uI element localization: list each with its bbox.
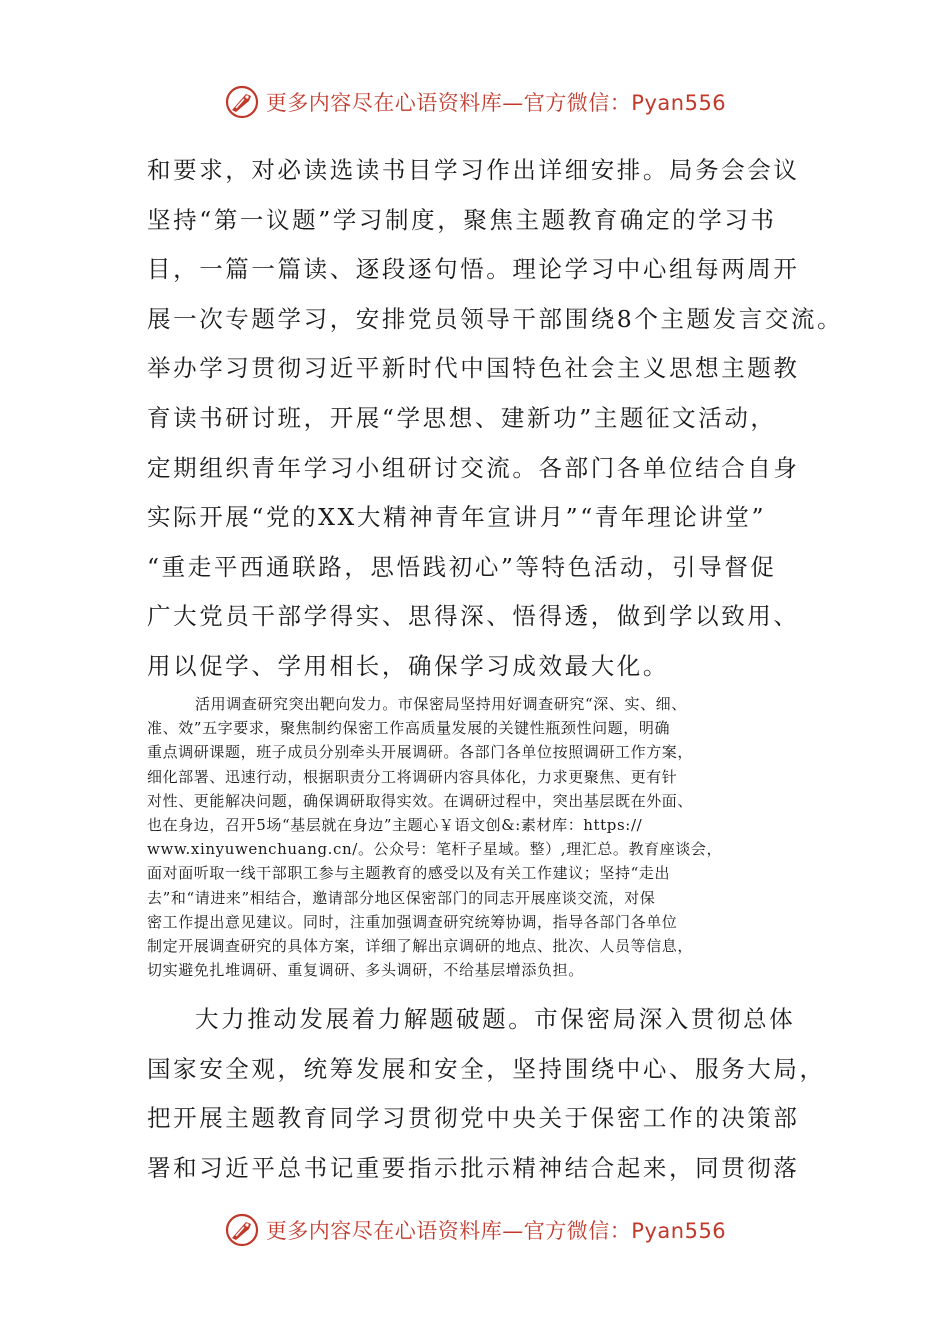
text-line: 对性、更能解决问题，确保调研取得实效。在调研过程中，突出基层既在外面、 bbox=[147, 791, 694, 810]
footer-banner bbox=[0, 1210, 950, 1250]
text-line: 细化部署、迅速行动，根据职责分工将调研内容具体化，力求更聚焦、更有针 bbox=[147, 767, 678, 786]
pen-nib-logo-icon bbox=[224, 1212, 260, 1248]
text-line: 展一次专题学习，安排党员领导干部围绕8个主题发言交流。 bbox=[147, 304, 844, 333]
text-line: 活用调查研究突出靶向发力。市保密局坚持用好调查研究“深、实、细、 bbox=[195, 695, 687, 713]
header-text: 更多内容尽在心语资料库—官方微信：Pyan556 bbox=[265, 91, 727, 115]
text-line: 大力推动发展着力解题破题。市保密局深入贯彻总体 bbox=[195, 1005, 796, 1033]
paragraph-2 bbox=[147, 692, 807, 982]
text-line: 举办学习贯彻习近平新时代中国特色社会主义思想主题教 bbox=[147, 354, 800, 383]
text-line: 定期组织青年学习小组研讨交流。各部门各单位结合自身 bbox=[147, 453, 800, 482]
text-line: www.xinyuwenchuang.cn/。公众号：笔杆子星域。整）,理汇总。教育座谈会， bbox=[147, 840, 723, 859]
text-line: 也在身边，召开5场“基层就在身边”主题心￥语文创&:素材库：https:// bbox=[147, 816, 643, 835]
text-line: 坚持“第一议题”学习制度，聚焦主题教育确定的学习书 bbox=[147, 205, 777, 234]
text-line: 密工作提出意见建议。同时，注重加强调查研究统筹协调，指导各部门各单位 bbox=[147, 912, 678, 931]
text-line: 用以促学、学用相长，确保学习成效最大化。 bbox=[147, 651, 669, 680]
text-line: 重点调研课题，班子成员分别牵头开展调研。各部门各单位按照调研工作方案， bbox=[147, 743, 694, 762]
text-line: 广大党员干部学得实、思得深、悟得透，做到学以致用、 bbox=[147, 602, 800, 631]
text-line: 和要求，对必读选读书目学习作出详细安排。局务会会议 bbox=[147, 156, 800, 184]
text-line: 育读书研讨班，开展“学思想、建新功”主题征文活动， bbox=[147, 403, 777, 432]
text-line: “重走平西通联路，思悟践初心”等特色活动，引导督促 bbox=[147, 552, 777, 581]
text-line: 面对面听取一线干部职工参与主题教育的感受以及有关工作建议；坚持“走出 bbox=[147, 864, 671, 883]
text-line: 去”和“请进来”相结合，邀请部分地区保密部门的同志开展座谈交流，对保 bbox=[147, 888, 656, 907]
paragraph-1 bbox=[147, 146, 844, 692]
text-line: 把开展主题教育同学习贯彻党中央关于保密工作的决策部 bbox=[147, 1104, 800, 1133]
text-line: 国家安全观，统筹发展和安全，坚持围绕中心、服务大局， bbox=[147, 1054, 826, 1083]
paragraph-3 bbox=[147, 995, 827, 1193]
footer-text: 更多内容尽在心语资料库—官方微信：Pyan556 bbox=[265, 1219, 727, 1243]
header-banner bbox=[0, 82, 950, 122]
text-line: 准、效”五字要求，聚焦制约保密工作高质量发展的关键性瓶颈性问题，明确 bbox=[147, 719, 671, 738]
text-line: 目，一篇一篇读、逐段逐句悟。理论学习中心组每两周开 bbox=[147, 255, 800, 284]
text-line: 切实避免扎堆调研、重复调研、多头调研，不给基层增添负担。 bbox=[147, 961, 584, 980]
text-line: 实际开展“党的XX大精神青年宣讲月”“青年理论讲堂” bbox=[147, 503, 767, 532]
pen-nib-logo-icon bbox=[224, 84, 260, 120]
text-line: 署和习近平总书记重要指示批示精神结合起来，同贯彻落 bbox=[147, 1153, 800, 1182]
text-line: 制定开展调查研究的具体方案，详细了解出京调研的地点、批次、人员等信息， bbox=[147, 937, 694, 956]
